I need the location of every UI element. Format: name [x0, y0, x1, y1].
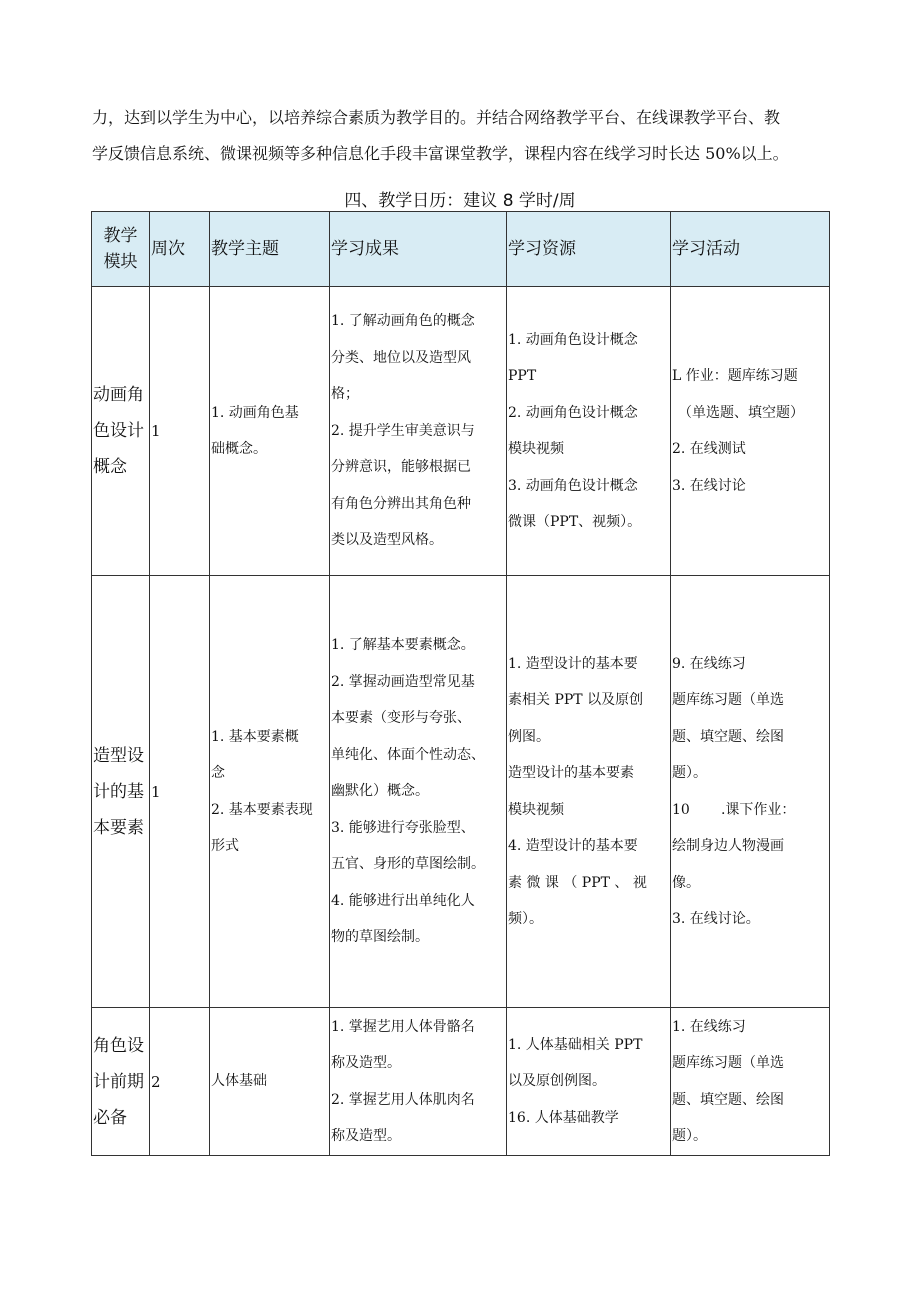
- header-activity: 学习活动: [671, 212, 830, 287]
- teaching-calendar-table: [91, 211, 830, 1156]
- outcome-cell: 1. 掌握艺用人体骨骼名 称及造型。 2. 掌握艺用人体肌肉名 称及造型。: [330, 1008, 507, 1156]
- intro-line-2: 学反馈信息系统、微课视频等多种信息化手段丰富课堂教学，课程内容在线学习时长达 50%以上。: [92, 144, 789, 163]
- outcome-cell: 1. 了解基本要素概念。 2. 掌握动画造型常见基 本要素（变形与夸张、 单纯化、体面个性动态、 幽默化）概念。 3. 能够进行夸张脸型、 五官、身形的草图绘制。 4. 能够进行出单纯化人 物的草图绘制。: [330, 576, 507, 1008]
- topic-cell: 人体基础: [210, 1008, 330, 1156]
- activity-cell: 1. 在线练习 题库练习题（单选 题、填空题、绘图 题）。: [671, 1008, 830, 1156]
- table-row: [92, 287, 830, 576]
- resource-cell: 1. 造型设计的基本要 素相关 PPT 以及原创 例图。 造型设计的基本要素 模块视频 4. 造型设计的基本要 素 微 课 （ PPT 、 视 频）。: [507, 576, 671, 1008]
- topic-cell: 1. 基本要素概 念 2. 基本要素表现 形式: [210, 576, 330, 1008]
- table-row: [92, 576, 830, 1008]
- table-header-row: [92, 212, 830, 287]
- activity-cell: L 作业：题库练习题 （单选题、填空题） 2. 在线测试 3. 在线讨论: [671, 287, 830, 576]
- module-cell: 动画角 色设计 概念: [92, 287, 150, 576]
- intro-line-1: 力，达到以学生为中心，以培养综合素质为教学目的。并结合网络教学平台、在线课教学平台、教: [92, 108, 781, 127]
- header-outcome: 学习成果: [330, 212, 507, 287]
- week-cell: 2: [150, 1008, 210, 1156]
- header-week: 周次: [150, 212, 210, 287]
- header-topic: 教学主题: [210, 212, 330, 287]
- intro-paragraph: [92, 100, 832, 172]
- topic-cell: 1. 动画角色基 础概念。: [210, 287, 330, 576]
- table-row: [92, 1008, 830, 1156]
- outcome-cell: 1. 了解动画角色的概念 分类、地位以及造型风 格； 2. 提升学生审美意识与 分辨意识，能够根据已 有角色分辨出其角色种 类以及造型风格。: [330, 287, 507, 576]
- module-cell: 造型设 计的基 本要素: [92, 576, 150, 1008]
- week-cell: 1: [150, 287, 210, 576]
- week-cell: 1: [150, 576, 210, 1008]
- header-module: 教学 模块: [92, 212, 150, 287]
- section-title: 四、教学日历：建议 8 学时/周: [344, 191, 576, 211]
- resource-cell: 1. 动画角色设计概念 PPT 2. 动画角色设计概念 模块视频 3. 动画角色设计概念 微课（PPT、视频）。: [507, 287, 671, 576]
- module-cell: 角色设 计前期 必备: [92, 1008, 150, 1156]
- resource-cell: 1. 人体基础相关 PPT 以及原创例图。 16. 人体基础教学: [507, 1008, 671, 1156]
- activity-cell: 9. 在线练习 题库练习题（单选 题、填空题、绘图 题）。 10 .课下作业： 绘制身边人物漫画 像。 3. 在线讨论。: [671, 576, 830, 1008]
- header-resource: 学习资源: [507, 212, 671, 287]
